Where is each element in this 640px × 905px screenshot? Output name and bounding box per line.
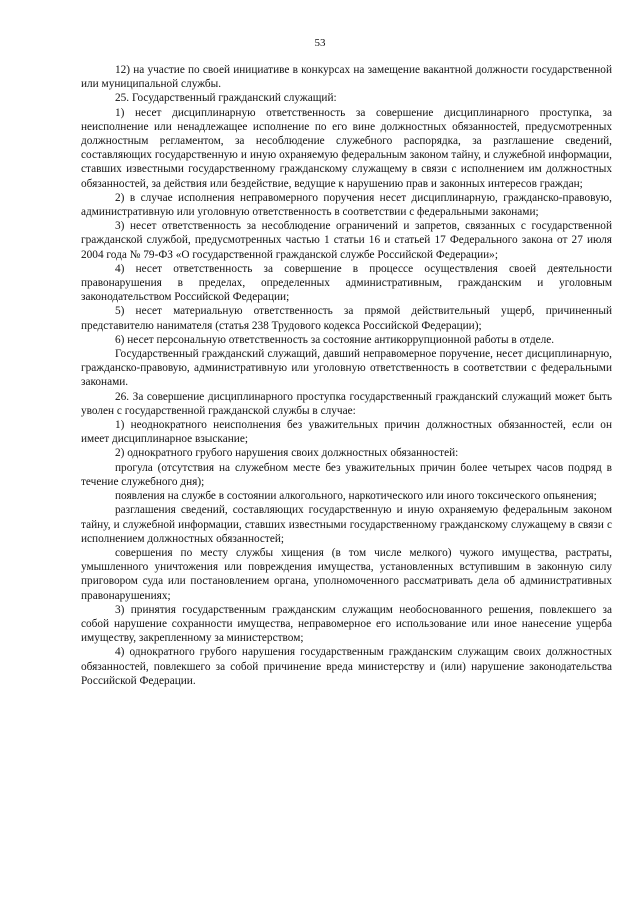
paragraph-26-3: 3) принятия государственным гражданским служащим необоснованного решения, повлекшего за собой нарушение сохранности имущества, неправомерное его использование или иное нанесение ущерба имуществу, закрепленному за министерством;	[81, 603, 612, 645]
paragraph-25-3: 3) несет ответственность за несоблюдение ограничений и запретов, связанных с государственной гражданской службой, предусмотренных частью 1 статьи 16 и статьей 17 Федерального закона от 27 июля 2004 года № 79-ФЗ «О государственной гражданской службе Российской Федерации»;	[81, 220, 612, 261]
paragraph-25-6: 6) несет персональную ответственность за состояние антикоррупционной работы в отделе.	[115, 333, 555, 346]
paragraph-26-4: 4) однократного грубого нарушения государственным гражданским служащим своих должностных обязанностей, повлекшего за собой причинение вреда министерству и (или) нарушение законодательства Российской Федерации.	[81, 646, 612, 687]
paragraph-26-2-intoxication: появления на службе в состоянии алкогольного, наркотического или иного токсического опьянения;	[115, 490, 597, 503]
paragraph-26-2-theft: совершения по месту службы хищения (в том числе мелкого) чужого имущества, растраты, умышленного уничтожения или повреждения имущества, установленных вступившим в законную силу приговором суда или постановлением органа, уполномоченного рассматривать дела об административных правонарушениях;	[81, 546, 612, 602]
paragraph-25-1: 1) несет дисциплинарную ответственность за совершение дисциплинарного проступка, за неисполнение или ненадлежащее исполнение по его вине должностных обязанностей, предусмотренных должностным регламентом, за несоблюдение служебного распорядка, за разглашение сведений, составляющих государственную и иную охраняемую федеральным законом тайну, и служебной информации, ставших известными государственному гражданскому служащему в связи с исполнением им должностных обязанностей, за действия или бездействие, ведущие к нарушению прав и законных интересов граждан;	[81, 106, 612, 190]
paragraph-item-12: 12) на участие по своей инициативе в конкурсах на замещение вакантной должности государственной или муниципальной службы.	[81, 64, 612, 91]
paragraph-25-2: 2) в случае исполнения неправомерного поручения несет дисциплинарную, гражданско-правовую, административную или уголовную ответственность в соответствии с федеральными законами;	[81, 191, 612, 219]
document-body	[81, 63, 612, 688]
paragraph-26-2-absence: прогула (отсутствия на служебном месте без уважительных причин более четырех часов подряд в течение служебного дня);	[81, 461, 612, 488]
paragraph-25-5: 5) несет материальную ответственность за прямой действительный ущерб, причиненный представителю нанимателя (статья 238 Трудового кодекса Российской Федерации);	[81, 305, 612, 332]
paragraph-unlawful-order: Государственный гражданский служащий, давший неправомерное поручение, несет дисциплинарную, гражданско-правовую, административную или уголовную ответственность в соответствии с федеральными законами.	[81, 348, 612, 389]
paragraph-26-1: 1) неоднократного неисполнения без уважительных причин должностных обязанностей, если он имеет дисциплинарное взыскание;	[81, 419, 612, 446]
paragraph-25-4: 4) несет ответственность за совершение в процессе осуществления своей деятельности правонарушения в пределах, определенных административным, гражданским и уголовным законодательством Российской Федерации;	[81, 262, 612, 304]
paragraph-26-2-disclosure: разглашения сведений, составляющих государственную и иную охраняемую федеральным законом тайну, и служебной информации, ставших известными государственному гражданскому служащему в связи с исполнением должностных обязанностей;	[81, 504, 612, 545]
page-number: 53	[314, 37, 326, 49]
paragraph-section-26-heading: 26. За совершение дисциплинарного проступка государственный гражданский служащий может быть уволен с государственной гражданской службы в случае:	[81, 390, 612, 417]
paragraph-26-2: 2) однократного грубого нарушения своих должностных обязанностей:	[115, 447, 459, 460]
paragraph-section-25-heading: 25. Государственный гражданский служащий:	[115, 92, 337, 105]
